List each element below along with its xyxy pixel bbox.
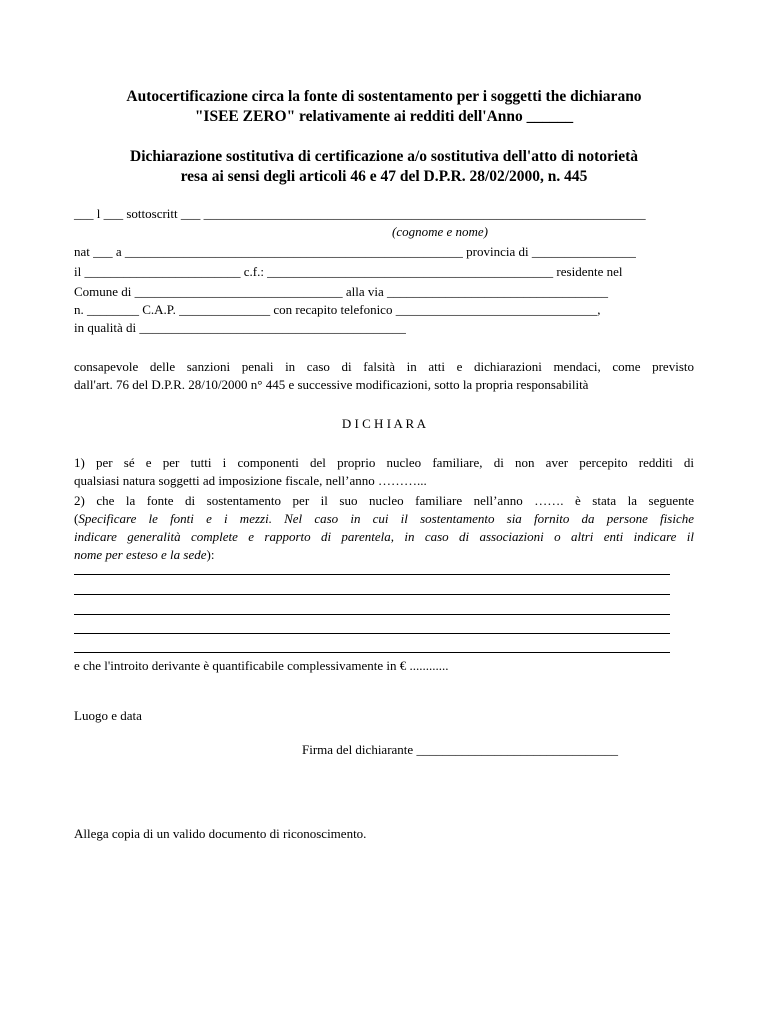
dichiara-heading: D I C H I A R A — [341, 416, 427, 431]
title-line-2: "ISEE ZERO" relativamente ai redditi dell'Anno ______ — [194, 108, 574, 125]
fill-line-2[interactable] — [74, 594, 670, 595]
consapevole-row-1: consapevole delle sanzioni penali in caso di falsità in atti e dichiarazioni mendaci, come previsto — [74, 359, 694, 374]
fill-line-1[interactable] — [74, 574, 670, 575]
introito-line: e che l'introito derivante è quantificabile complessivamente in € ............ — [74, 658, 449, 673]
form-line-name[interactable]: ___ l ___ sottoscritt ___ ____________________________________________________________________ — [74, 206, 646, 221]
form-line-birthdate-cf[interactable]: il ________________________ c.f.: ____________________________________________ residente nel — [74, 264, 623, 279]
fill-line-3[interactable] — [74, 614, 670, 615]
fill-line-5[interactable] — [74, 652, 670, 653]
point-2-row-2 — [74, 510, 694, 528]
form-line-birthplace[interactable]: nat ___ a ____________________________________________________ provincia di ________________ — [74, 244, 636, 259]
point-2-row-3: indicare generalità complete e rapporto di parentela, in caso di associazioni o altri enti indicare il — [74, 529, 694, 544]
point-1-row-2: qualsiasi natura soggetti ad imposizione fiscale, nell’anno ………... — [74, 473, 427, 488]
luogo-data-label: Luogo e data — [74, 708, 142, 723]
firma-line[interactable]: _______________________________ — [416, 742, 618, 757]
point-1-paragraph — [74, 454, 694, 490]
document-title — [60, 87, 708, 127]
point-2-open-paren: ( — [74, 511, 79, 526]
form-hint-cognome-nome: (cognome e nome) — [392, 224, 489, 239]
point-2-paragraph — [74, 492, 694, 564]
firma-row — [302, 742, 618, 758]
point-2-row-4 — [74, 546, 694, 564]
fill-line-4[interactable] — [74, 633, 670, 634]
form-line-qualita[interactable]: in qualità di _________________________________________ — [74, 320, 406, 335]
document-subtitle — [60, 147, 708, 187]
point-2-italic-3: nome per esteso e la sede — [74, 547, 207, 562]
subtitle-line-1: Dichiarazione sostitutiva di certificazione a/o sostitutiva dell'atto di notorietà — [130, 148, 638, 165]
subtitle-line-2: resa ai sensi degli articoli 46 e 47 del D.P.R. 28/02/2000, n. 445 — [180, 168, 588, 185]
firma-label: Firma del dichiarante — [302, 742, 414, 757]
point-2-row-1: 2) che la fonte di sostentamento per il suo nucleo familiare nell’anno ……. è stata la seguente — [74, 493, 694, 508]
point-2-close-paren: ): — [206, 547, 215, 562]
form-line-comune-via[interactable]: Comune di ________________________________ alla via __________________________________ — [74, 284, 609, 299]
allega-note: Allega copia di un valido documento di riconoscimento. — [74, 826, 367, 841]
title-line-1: Autocertificazione circa la fonte di sostentamento per i soggetti the dichiarano — [126, 88, 642, 105]
point-1-row-1: 1) per sé e per tutti i componenti del proprio nucleo familiare, di non aver percepito redditi di — [74, 455, 694, 470]
consapevole-paragraph — [74, 358, 694, 394]
consapevole-row-2: dall'art. 76 del D.P.R. 28/10/2000 n° 445 e successive modificazioni, sotto la propria responsabilità — [74, 377, 589, 392]
point-2-italic-1: Specificare le fonti e i mezzi. Nel caso in cui il sostentamento sia fornito da persone fisiche — [78, 511, 694, 526]
form-line-cap-phone[interactable]: n. ________ C.A.P. ______________ con recapito telefonico _______________________________, — [74, 302, 601, 317]
